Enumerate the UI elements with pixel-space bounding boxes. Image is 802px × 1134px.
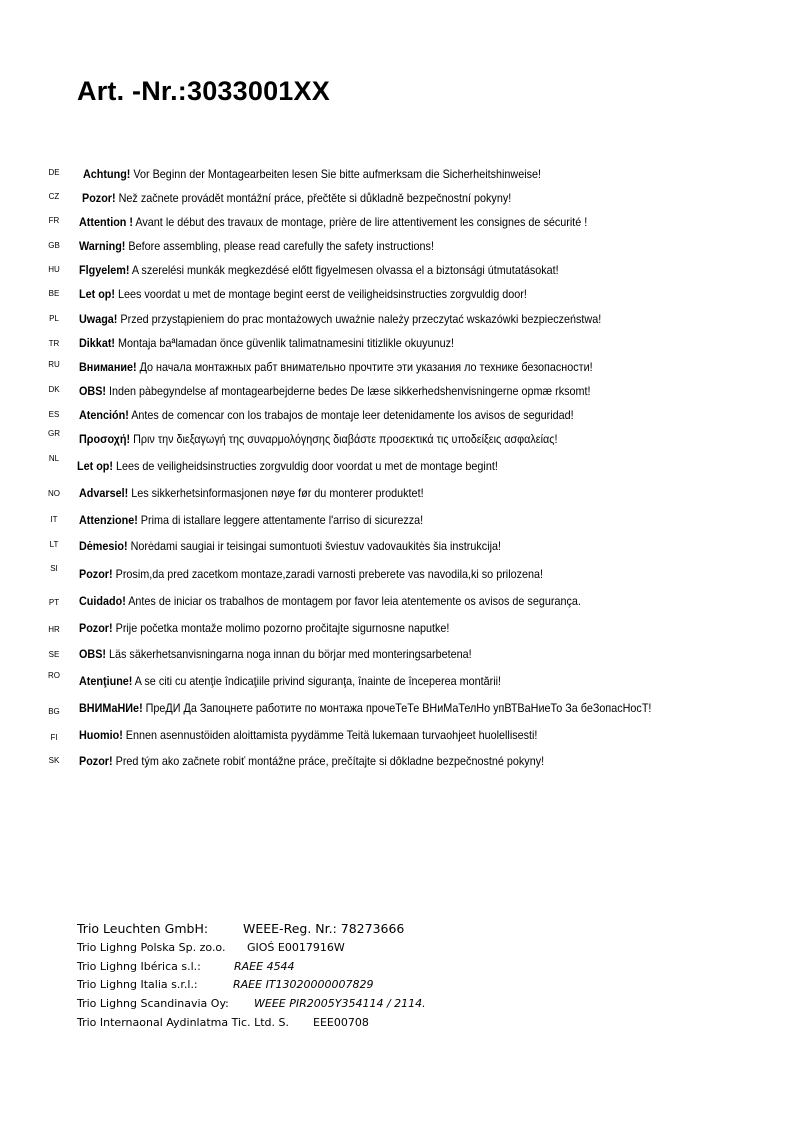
warning-keyword: Atención! — [79, 408, 129, 422]
warning-body: Läs säkerhetsanvisningarna noga innan du börjar med monteringsarbetena! — [106, 647, 472, 661]
warning-keyword: Pozor! — [79, 621, 113, 635]
warning-keyword: Uwaga! — [79, 312, 118, 326]
language-code: SK — [48, 756, 60, 765]
warning-keyword: Dikkat! — [79, 336, 116, 350]
warning-text — [79, 485, 424, 501]
warning-keyword: Let op! — [77, 459, 113, 473]
warning-text — [79, 727, 537, 743]
warning-body: A szerelési munkák megkezdésé előtt figyelmesen olvassa el a biztonsági útmutatásokat! — [129, 263, 559, 277]
warning-keyword: Cuidado! — [79, 594, 126, 608]
language-code: FI — [50, 733, 58, 742]
warning-body: Montaja baªlamadan önce güvenlik talimatnamesini titizlikle okuyunuz! — [115, 336, 454, 350]
warning-keyword: Dėmesio! — [79, 539, 128, 553]
language-code: SE — [48, 650, 60, 659]
warning-row-fi — [0, 727, 802, 747]
warning-body: Przed przystąpieniem do prac montażowych uważnie należy przeczytać wskazówki bezpieczeństwa! — [117, 312, 602, 326]
warning-body: Než začnete provádět montážní práce, přečtěte si důkladně bezpečnostní pokyny! — [115, 191, 512, 205]
language-code: HR — [48, 625, 60, 634]
warning-row-dk — [0, 383, 802, 403]
warning-text — [79, 407, 574, 423]
warning-body: Prije početka montaže molimo pozorno pročitajte sigurnosne naputke! — [112, 621, 450, 635]
language-code: RU — [48, 360, 60, 369]
company-name: Trio Internaonal Aydinlatma Tic. Ltd. S. — [77, 1016, 289, 1029]
language-code: DE — [48, 168, 60, 177]
registration-row — [77, 922, 677, 938]
warning-text — [79, 673, 501, 689]
warning-body: Antes de iniciar os trabalhos de montagem por favor leia atentemente os avisos de segurança. — [125, 594, 581, 608]
warning-keyword: Advarsel! — [79, 486, 129, 500]
warning-text — [79, 593, 581, 609]
company-name: Trio Lighng Polska Sp. zo.o. — [77, 941, 226, 954]
warning-row-sk — [0, 753, 802, 773]
warning-text — [79, 214, 587, 230]
language-code: NL — [48, 454, 60, 463]
warning-row-it — [0, 512, 802, 532]
company-name: Trio Leuchten GmbH: — [77, 921, 209, 936]
warning-keyword: Pozor! — [82, 191, 116, 205]
warning-text — [79, 262, 559, 278]
warning-row-gb — [0, 238, 802, 258]
language-code: IT — [50, 515, 58, 524]
warning-keyword: OBS! — [79, 647, 106, 661]
warning-keyword: Atenţiune! — [79, 674, 133, 688]
warning-keyword: Pozor! — [79, 754, 113, 768]
language-code: RO — [48, 671, 60, 680]
warning-keyword: Attenzione! — [79, 513, 138, 527]
language-code: SI — [50, 564, 58, 573]
warning-row-bg — [0, 700, 802, 720]
language-code: PT — [48, 598, 60, 607]
registration-row — [77, 960, 677, 976]
language-code: BE — [48, 289, 60, 298]
warning-text — [79, 566, 543, 582]
warning-keyword: Huomio! — [79, 728, 123, 742]
company-name: Trio Lighng Italia s.r.l.: — [77, 978, 198, 991]
language-code: LT — [49, 540, 59, 549]
warning-body: Norėdami saugiai ir teisingai sumontuoti šviestuv vadovaukitės šia instrukcija! — [127, 539, 502, 553]
warning-body: Prosim,da pred zacetkom montaze,zaradi varnosti preberete vas navodila,ki so prilozena! — [112, 567, 544, 581]
language-code: GR — [48, 429, 60, 438]
warning-keyword: Προσοχή! — [79, 432, 131, 446]
registration-row — [77, 1016, 677, 1032]
language-code: DK — [48, 385, 60, 394]
warning-row-cz — [0, 190, 802, 210]
warning-text — [79, 238, 434, 254]
warning-text — [77, 458, 498, 474]
warning-text — [79, 753, 544, 769]
warning-body: Before assembling, please read carefully the safety instructions! — [125, 239, 434, 253]
warning-text — [79, 359, 593, 375]
registration-number: WEEE PIR2005Y354114 / 2114. — [254, 997, 426, 1010]
warning-row-lt — [0, 538, 802, 558]
warning-text — [79, 383, 590, 399]
language-code: HU — [48, 265, 60, 274]
company-name: Trio Lighng Ibérica s.l.: — [77, 960, 201, 973]
warning-body: Lees voordat u met de montage begint eerst de veiligheidsinstructies zorgvuldig door! — [115, 287, 527, 301]
warning-body: Inden pàbegyndelse af montagearbejderne bedes De læse sikkerhedshenvisningerne opmæ rksomt! — [106, 384, 591, 398]
registration-number: EEE00708 — [313, 1016, 369, 1029]
warning-keyword: ВНИМаНИе! — [79, 701, 143, 715]
warning-row-nl — [0, 454, 802, 478]
warning-row-gr — [0, 431, 802, 451]
warning-text — [79, 431, 557, 447]
registration-number: WEEE-Reg. Nr.: 78273666 — [243, 921, 405, 936]
warning-row-be — [0, 286, 802, 306]
warning-row-hu — [0, 262, 802, 282]
language-code: FR — [48, 216, 60, 225]
warning-body: Antes de comencar con los trabajos de montaje leer detenidamente los avisos de seguridad! — [128, 408, 574, 422]
warning-body: Vor Beginn der Montagearbeiten lesen Sie bitte aufmerksam die Sicherheitshinweise! — [130, 167, 542, 181]
warning-text — [79, 286, 527, 302]
warning-body: Ennen asennustöiden aloittamista pyydämme Teitä lukemaan turvaohjeet huolellisesti! — [122, 728, 538, 742]
warning-text — [79, 335, 454, 351]
warning-keyword: Achtung! — [83, 167, 131, 181]
language-code: CZ — [48, 192, 60, 201]
language-code: GB — [48, 241, 60, 250]
warning-body: Prima di istallare leggere attentamente l'arriso di sicurezza! — [137, 513, 424, 527]
warning-keyword: Let op! — [79, 287, 115, 301]
warning-row-ro — [0, 673, 802, 693]
warning-keyword: OBS! — [79, 384, 106, 398]
company-name: Trio Lighng Scandinavia Oy: — [77, 997, 229, 1010]
warning-keyword: Pozor! — [79, 567, 113, 581]
warning-text — [83, 166, 541, 182]
warning-row-ru — [0, 359, 802, 379]
warning-body: ПреДИ Да Запоцнете работите по монтажа прочеТеТе ВНиМаТелНо упВТВаНиеТо За беЗопасНосТ! — [142, 701, 652, 715]
registration-row — [77, 997, 677, 1013]
registration-row — [77, 941, 677, 957]
warning-text — [79, 620, 449, 636]
warning-row-fr — [0, 214, 802, 234]
warning-row-pl — [0, 311, 802, 331]
language-code: BG — [48, 707, 60, 716]
warning-body: A se citi cu atenţie îndicaţiile privind siguranţa, înainte de începerea montării! — [132, 674, 502, 688]
warning-text — [79, 646, 472, 662]
registration-number: GIOŚ E0017916W — [247, 941, 345, 954]
warning-body: Pred tým ako začnete robiť montážne práce, prečítajte si dôkladne bezpečnostné pokyny! — [112, 754, 545, 768]
warning-keyword: Warning! — [79, 239, 126, 253]
warning-body: Les sikkerhetsinformasjonen nøye før du monterer produktet! — [128, 486, 424, 500]
warning-row-pt — [0, 593, 802, 613]
warning-row-se — [0, 646, 802, 666]
warning-text — [79, 512, 423, 528]
warning-row-de — [0, 166, 802, 186]
language-code: NO — [48, 489, 60, 498]
warning-row-hr — [0, 620, 802, 640]
registration-number: RAEE 4544 — [234, 960, 295, 973]
language-code: PL — [49, 314, 59, 323]
warning-body: Πριν την διεξαγωγή της συναρμολόγησης διαβάστε προσεκτικά τις υποδείξεις ασφαλείας! — [130, 432, 558, 446]
warning-row-tr — [0, 335, 802, 355]
warning-text — [79, 538, 501, 554]
warning-row-no — [0, 485, 802, 505]
language-code: TR — [48, 339, 60, 348]
warning-body: Avant le début des travaux de montage, prière de lire attentivement les consignes de sécurité ! — [132, 215, 588, 229]
registration-number: RAEE IT13020000007829 — [233, 978, 374, 991]
warning-text — [79, 311, 601, 327]
warning-text — [79, 700, 651, 716]
registration-row — [77, 978, 677, 994]
warning-keyword: Внимание! — [79, 360, 137, 374]
warning-keyword: Flgyelem! — [79, 263, 130, 277]
warning-body: До начала монтажных рабт внимательно прочтите эти указания ло технике безопасности! — [136, 360, 593, 374]
warning-row-si — [0, 566, 802, 586]
language-code: ES — [48, 410, 60, 419]
article-number-title: Art. -Nr.:3033001XX — [77, 76, 330, 106]
warning-row-es — [0, 407, 802, 427]
warning-keyword: Attention ! — [79, 215, 133, 229]
warning-text — [82, 190, 511, 206]
warning-body: Lees de veiligheidsinstructies zorgvuldig door voordat u met de montage begint! — [113, 459, 498, 473]
